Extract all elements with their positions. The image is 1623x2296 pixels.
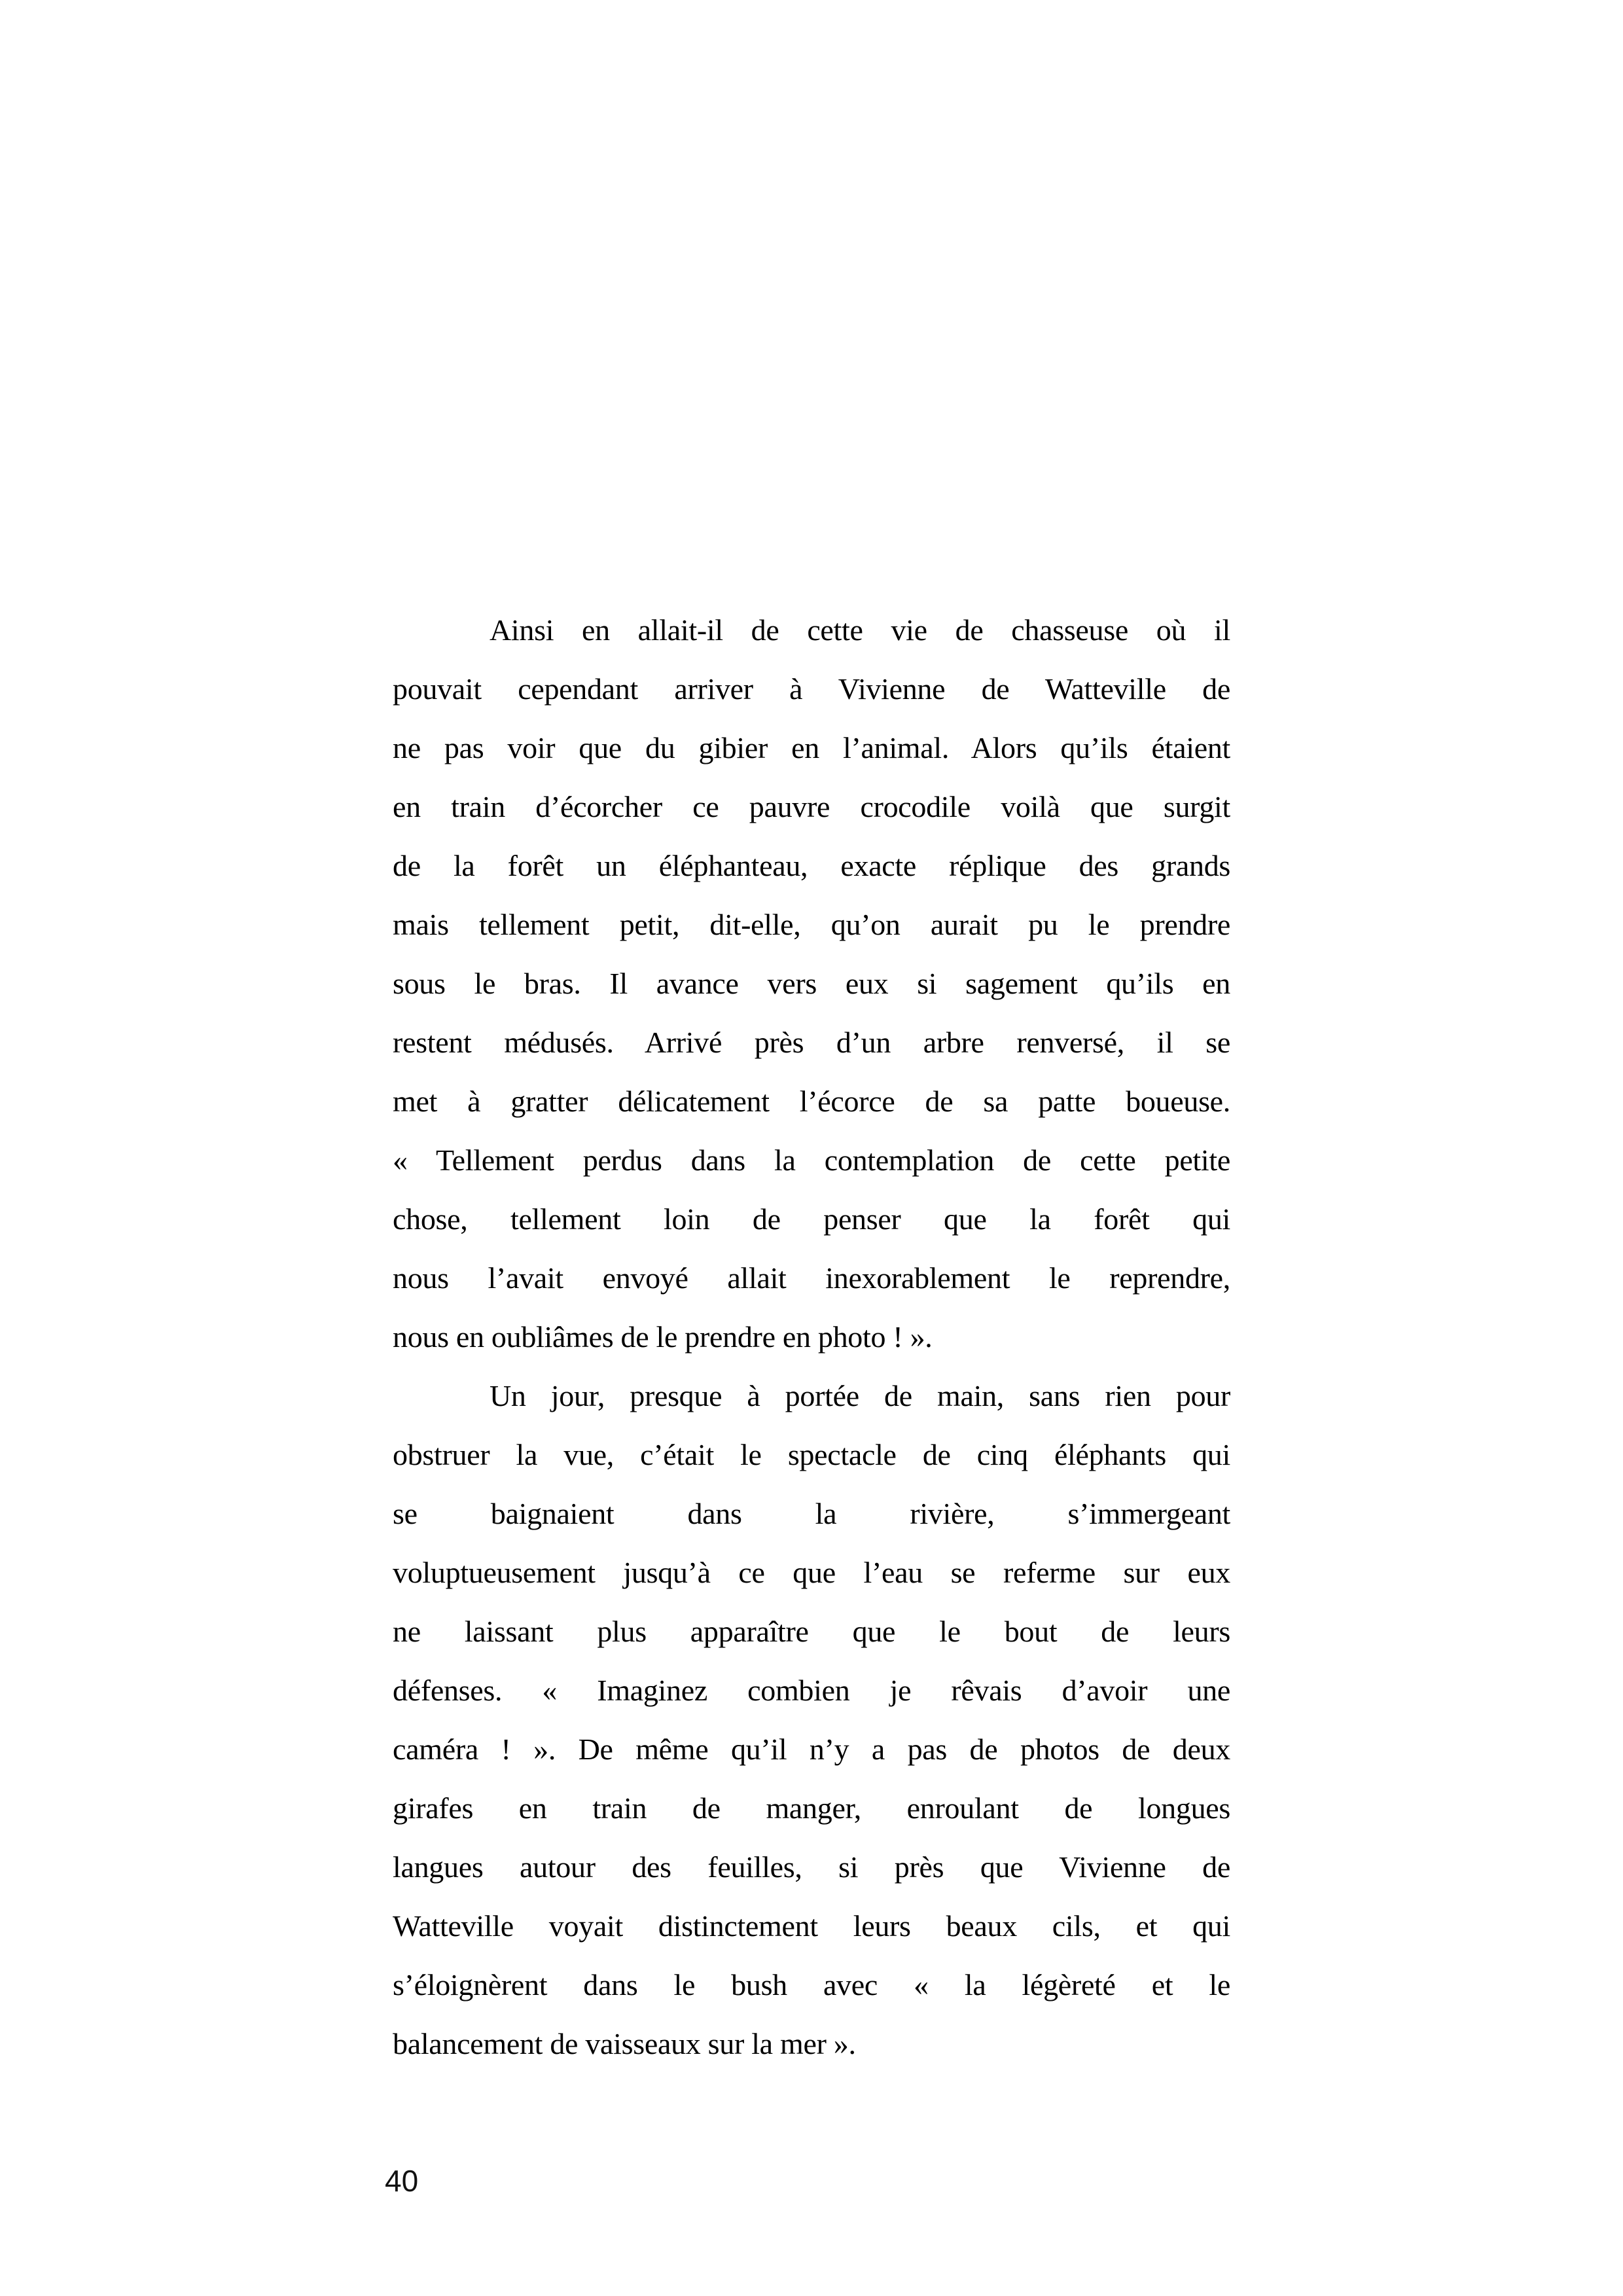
text-line: s’éloignèrent dans le bush avec « la légèreté et le bbox=[393, 1968, 1230, 2001]
text-line: sous le bras. Il avance vers eux si sagement qu’ils en bbox=[393, 967, 1230, 1000]
body-text bbox=[393, 601, 1230, 2073]
text-line: caméra ! ». De même qu’il n’y a pas de photos de deux bbox=[393, 1732, 1230, 1766]
text-line: obstruer la vue, c’était le spectacle de cinq éléphants qui bbox=[393, 1438, 1230, 1471]
text-line: Watteville voyait distinctement leurs beaux cils, et qui bbox=[393, 1909, 1230, 1943]
text-line: en train d’écorcher ce pauvre crocodile voilà que surgit bbox=[393, 790, 1230, 823]
text-line: voluptueusement jusqu’à ce que l’eau se referme sur eux bbox=[393, 1556, 1230, 1589]
text-line: « Tellement perdus dans la contemplation de cette petite bbox=[393, 1143, 1230, 1177]
text-line: Ainsi en allait-il de cette vie de chasseuse où il bbox=[490, 613, 1230, 647]
paragraph bbox=[393, 1367, 1230, 2073]
text-line: langues autour des feuilles, si près que Vivienne de bbox=[393, 1850, 1230, 1884]
text-line: nous en oubliâmes de le prendre en photo ! ». bbox=[393, 1320, 933, 1354]
page-number: 40 bbox=[385, 2164, 419, 2198]
text-line: défenses. « Imaginez combien je rêvais d’avoir une bbox=[393, 1674, 1230, 1707]
paragraph bbox=[393, 601, 1230, 1367]
text-line: nous l’avait envoyé allait inexorablement le reprendre, bbox=[393, 1261, 1230, 1295]
text-line: girafes en train de manger, enroulant de longues bbox=[393, 1791, 1230, 1825]
text-line: met à gratter délicatement l’écorce de sa patte boueuse. bbox=[393, 1085, 1230, 1118]
text-line: pouvait cependant arriver à Vivienne de Watteville de bbox=[393, 672, 1230, 706]
text-line: mais tellement petit, dit-elle, qu’on aurait pu le prendre bbox=[393, 908, 1230, 941]
text-line: Un jour, presque à portée de main, sans rien pour bbox=[490, 1379, 1230, 1412]
text-line: ne laissant plus apparaître que le bout de leurs bbox=[393, 1615, 1230, 1648]
text-line: chose, tellement loin de penser que la forêt qui bbox=[393, 1202, 1230, 1236]
text-line: restent médusés. Arrivé près d’un arbre renversé, il se bbox=[393, 1026, 1230, 1059]
text-line: se baignaient dans la rivière, s’immergeant bbox=[393, 1497, 1230, 1530]
text-line: ne pas voir que du gibier en l’animal. Alors qu’ils étaient bbox=[393, 731, 1230, 764]
text-line: de la forêt un éléphanteau, exacte réplique des grands bbox=[393, 849, 1230, 882]
text-line: balancement de vaisseaux sur la mer ». bbox=[393, 2027, 856, 2060]
